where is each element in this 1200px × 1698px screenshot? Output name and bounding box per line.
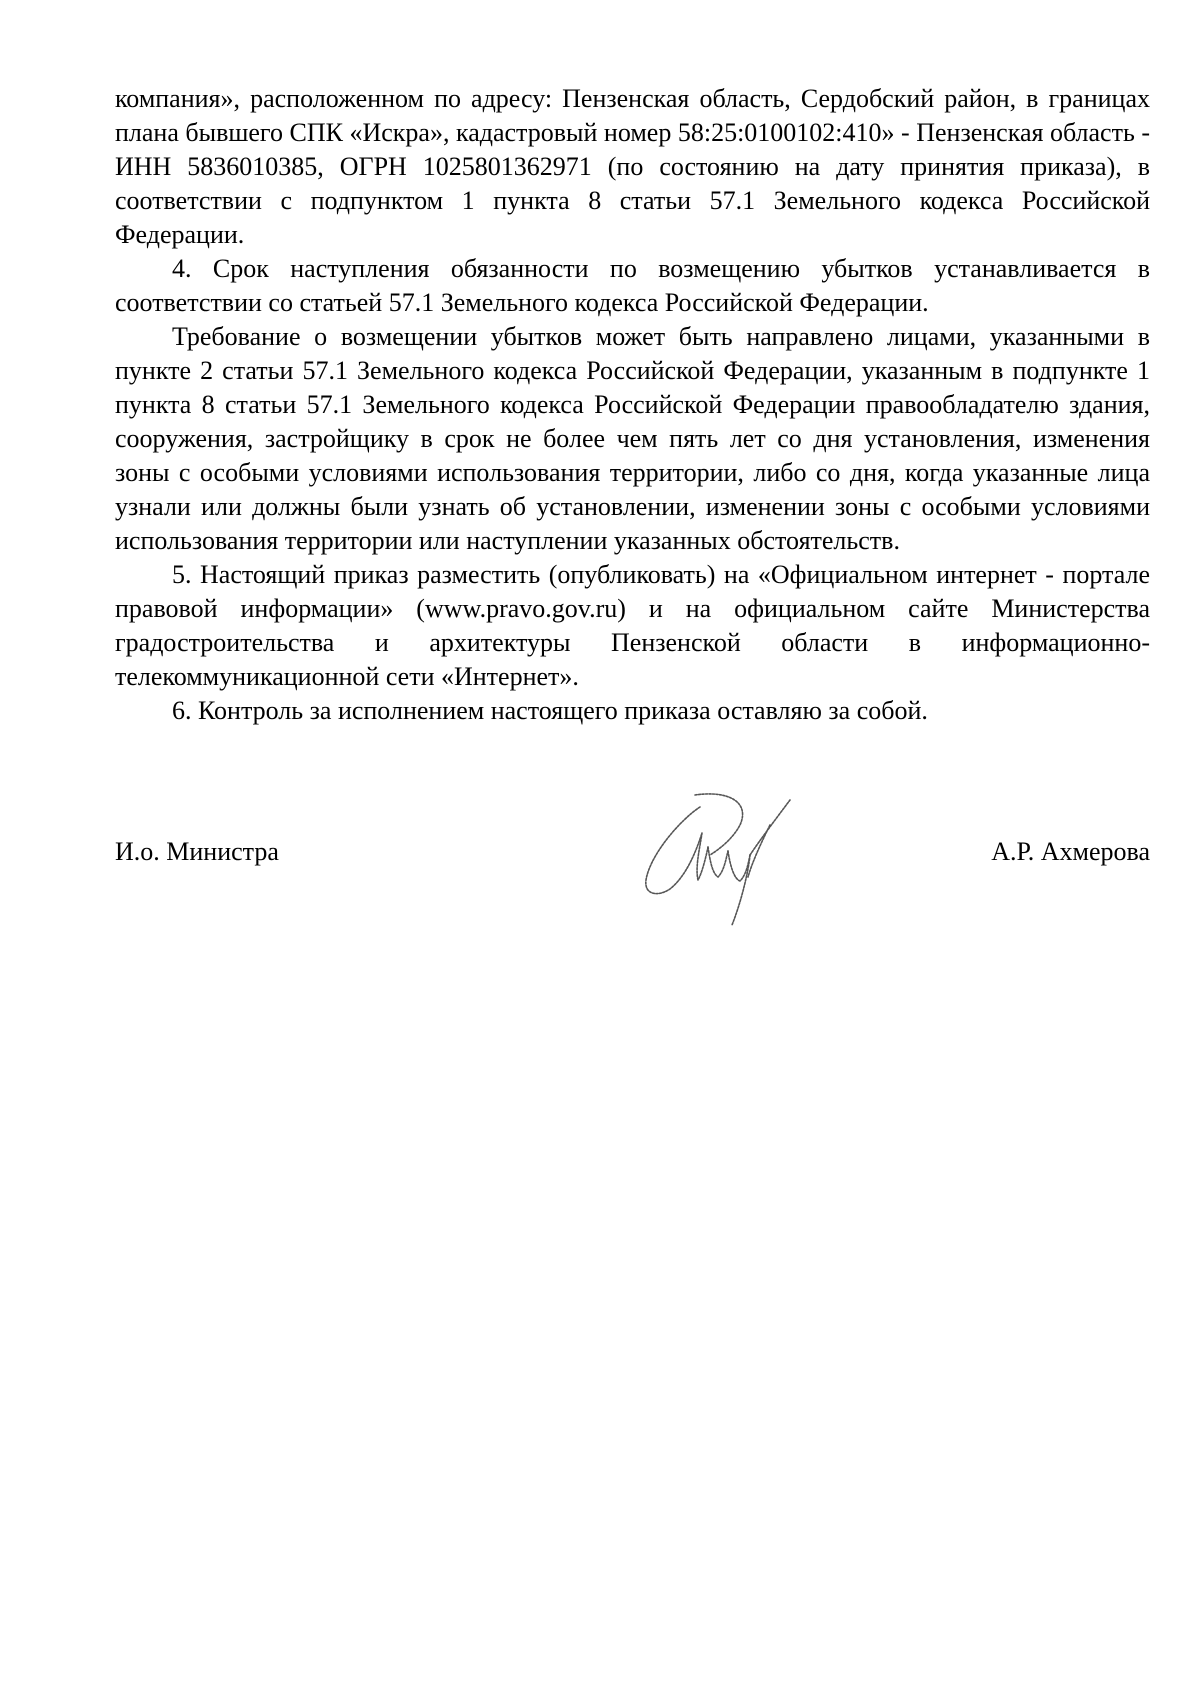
paragraph-damages-claim: Требование о возмещении убытков может быть направлено лицами, указанными в пункте 2 статьи 57.1 Земельного кодекса Российской Федерации, указанным в подпункте 1 пункта 8 статьи 57.1 Земельного кодекса Российской Федерации правообладателю здания, сооружения, застройщику в срок не более чем пять лет со дня установления, изменения зоны с особыми условиями использования территории, либо со дня, когда указанные лица узнали или должны были узнать об установлении, изменении зоны с особыми условиями использования территории или наступлении указанных обстоятельств.: [115, 322, 1150, 555]
signatory-title: И.о. Министра: [115, 837, 279, 866]
paragraph-item-5: 5. Настоящий приказ разместить (опубликовать) на «Официальном интернет - портале правовой информации» (www.pravo.gov.ru) и на официальном сайте Министерства градостроительства и архитектуры Пензенской области в информационно-телекоммуникационной сети «Интернет».: [115, 560, 1150, 691]
paragraph-continuation: компания», расположенном по адресу: Пензенская область, Сердобский район, в границах плана бывшего СПК «Искра», кадастровый номер 58:25:0100102:410» - Пензенская область - ИНН 5836010385, ОГРН 1025801362971 (по состоянию на дату принятия приказа), в соответствии с подпунктом 1 пункта 8 статьи 57.1 Земельного кодекса Российской Федерации.: [115, 84, 1150, 249]
document-body: [115, 82, 1150, 728]
paragraph-item-4: 4. Срок наступления обязанности по возмещению убытков устанавливается в соответствии со статьей 57.1 Земельного кодекса Российской Федерации.: [115, 254, 1150, 317]
signatory-name: А.Р. Ахмерова: [991, 837, 1150, 866]
handwritten-signature: [640, 785, 830, 935]
signature-block: [115, 835, 1150, 875]
paragraph-item-6: 6. Контроль за исполнением настоящего приказа оставляю за собой.: [172, 696, 928, 725]
